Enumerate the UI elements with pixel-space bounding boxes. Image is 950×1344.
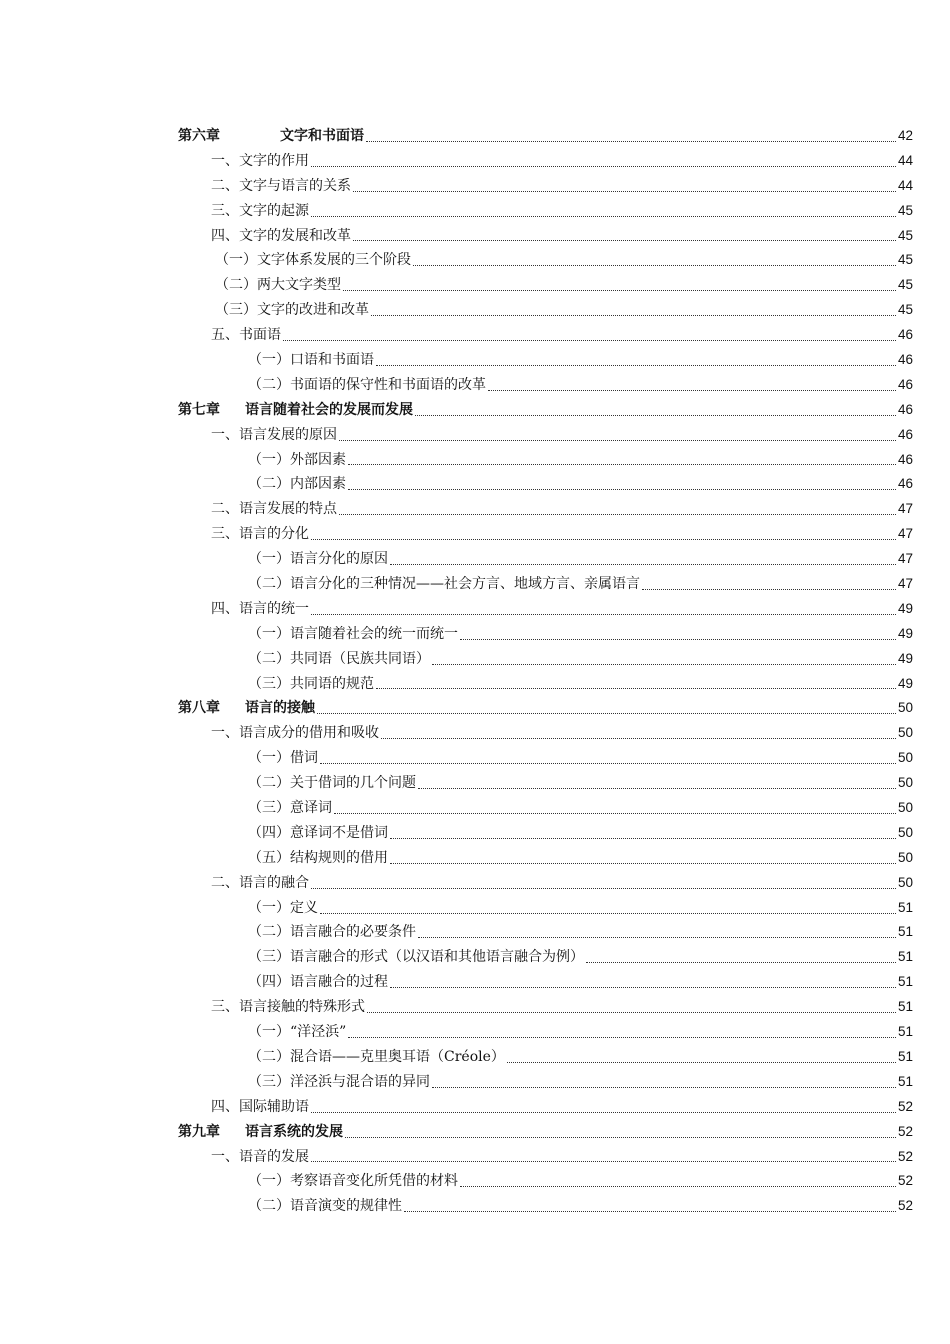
toc-page-number: 46	[897, 352, 913, 367]
toc-entry[interactable]	[178, 572, 913, 597]
dot-leader	[390, 838, 896, 839]
toc-page-number: 46	[897, 327, 913, 343]
toc-page-number: 51	[897, 974, 913, 990]
toc-page-number: 46	[897, 476, 913, 492]
dot-leader	[418, 937, 896, 938]
toc-page-number: 45	[897, 252, 913, 268]
toc-entry[interactable]	[178, 373, 913, 398]
dot-leader	[376, 688, 896, 689]
chapter-number: 第八章	[178, 700, 220, 717]
toc-page-number: 52	[897, 1098, 913, 1114]
dot-leader	[311, 614, 896, 615]
toc-entry[interactable]	[178, 1145, 913, 1170]
toc-entry[interactable]	[178, 622, 913, 647]
toc-page-number: 47	[897, 551, 913, 567]
toc-entry[interactable]	[178, 1169, 913, 1194]
dot-leader	[460, 1186, 896, 1187]
dot-leader	[348, 1037, 896, 1038]
toc-entry[interactable]	[178, 199, 913, 224]
dot-leader	[381, 738, 896, 739]
toc-entry[interactable]	[178, 672, 913, 697]
toc-page-number: 45	[897, 202, 913, 218]
toc-entry[interactable]	[178, 945, 913, 970]
toc-page-number: 50	[897, 874, 913, 890]
toc-page-number: 50	[897, 725, 913, 741]
dot-leader	[418, 788, 896, 789]
dot-leader	[348, 489, 896, 490]
toc-entry-title: （一）借词	[248, 750, 318, 767]
toc-page-number: 51	[897, 1024, 913, 1040]
toc-entry[interactable]	[178, 448, 913, 473]
dot-leader	[390, 987, 896, 988]
toc-page-number: 51	[897, 1048, 913, 1064]
dot-leader	[366, 141, 896, 142]
dot-leader	[283, 340, 896, 341]
toc-entry-title: （一）文字体系发展的三个阶段	[215, 252, 411, 269]
toc-page-number: 52	[897, 1148, 913, 1164]
dot-leader	[317, 713, 896, 714]
toc-entry-title: （一）考察语音变化所凭借的材料	[248, 1173, 458, 1190]
dot-leader	[413, 265, 896, 266]
toc-entry-title: （二）语音演变的规律性	[248, 1198, 402, 1215]
toc-page-number: 45	[897, 302, 913, 318]
toc-entry-title: 二、语言的融合	[211, 874, 309, 891]
dot-leader	[390, 564, 896, 565]
dot-leader	[334, 813, 896, 814]
toc-entry[interactable]	[178, 174, 913, 199]
dot-leader	[353, 191, 896, 192]
toc-entry[interactable]	[178, 1095, 913, 1120]
toc-entry-title: 二、文字与语言的关系	[211, 177, 351, 194]
toc-entry[interactable]	[178, 323, 913, 348]
toc-entry-title: （四）语言融合的过程	[248, 974, 388, 991]
toc-entry-title: 四、文字的发展和改革	[211, 227, 351, 244]
toc-page-number: 50	[897, 824, 913, 840]
toc-page-number: 49	[897, 600, 913, 616]
toc-entry[interactable]	[178, 547, 913, 572]
toc-entry[interactable]	[178, 597, 913, 622]
toc-page-number: 50	[897, 775, 913, 791]
dot-leader	[376, 365, 896, 366]
toc-page-number: 46	[897, 376, 913, 392]
dot-leader	[460, 639, 896, 640]
toc-entry[interactable]	[178, 647, 913, 672]
dot-leader	[320, 913, 896, 914]
dot-leader	[390, 863, 896, 864]
toc-page-number: 45	[897, 277, 913, 293]
toc-entry-title: 三、文字的起源	[211, 202, 309, 219]
toc-entry-title: 一、语言成分的借用和吸收	[211, 725, 379, 742]
toc-entry[interactable]	[178, 224, 913, 249]
dot-leader	[488, 390, 896, 391]
dot-leader	[507, 1062, 896, 1063]
toc-entry[interactable]	[178, 970, 913, 995]
toc-page-number: 52	[897, 1123, 913, 1139]
toc-entry-title: 一、语言发展的原因	[211, 426, 337, 443]
toc-entry-title: （三）文字的改进和改革	[215, 302, 369, 319]
dot-leader	[348, 464, 896, 465]
toc-entry-title: （二）语言分化的三种情况——社会方言、地域方言、亲属语言	[248, 576, 640, 593]
toc-entry-title: （三）意译词	[248, 800, 332, 817]
toc-entry-title: （二）语言融合的必要条件	[248, 924, 416, 941]
toc-page-number: 51	[897, 924, 913, 940]
toc-entry[interactable]	[178, 1194, 913, 1219]
toc-page-number: 44	[897, 152, 913, 168]
toc-entry-title: 文字和书面语	[280, 127, 364, 144]
toc-entry[interactable]	[178, 1045, 913, 1070]
toc-entry[interactable]	[178, 771, 913, 796]
toc-chapter-entry[interactable]	[178, 696, 913, 721]
toc-entry[interactable]	[178, 995, 913, 1020]
toc-entry[interactable]	[178, 721, 913, 746]
toc-page-number: 51	[897, 999, 913, 1015]
toc-entry[interactable]	[178, 746, 913, 771]
toc-entry-title: （二）共同语（民族共同语）	[248, 650, 430, 667]
toc-page-number: 42	[897, 127, 913, 143]
toc-entry[interactable]	[178, 846, 913, 871]
toc-page-number: 51	[897, 1073, 913, 1089]
toc-entry[interactable]	[178, 821, 913, 846]
toc-page-number: 49	[897, 675, 913, 691]
toc-entry-title: （四）意译词不是借词	[248, 824, 388, 841]
toc-entry-title: （五）结构规则的借用	[248, 849, 388, 866]
chapter-number: 第六章	[178, 127, 220, 144]
toc-chapter-entry[interactable]	[178, 398, 913, 423]
toc-page-number: 47	[897, 526, 913, 542]
toc-entry-title: 四、语言的统一	[211, 600, 309, 617]
toc-entry-title: 二、语言发展的特点	[211, 501, 337, 518]
toc-page-number: 45	[897, 227, 913, 243]
dot-leader	[339, 440, 896, 441]
dot-leader	[415, 415, 896, 416]
toc-entry[interactable]	[178, 472, 913, 497]
toc-entry[interactable]	[178, 273, 913, 298]
toc-entry-title: 一、语音的发展	[211, 1148, 309, 1165]
toc-chapter-entry[interactable]	[178, 1120, 913, 1145]
dot-leader	[311, 539, 896, 540]
toc-entry-title: 三、语言接触的特殊形式	[211, 999, 365, 1016]
toc-page-number: 47	[897, 576, 913, 592]
toc-entry[interactable]	[178, 298, 913, 323]
toc-entry[interactable]	[178, 497, 913, 522]
dot-leader	[404, 1211, 896, 1212]
dot-leader	[345, 1137, 896, 1138]
table-of-contents	[178, 124, 913, 1219]
toc-entry-title: （一）口语和书面语	[248, 352, 374, 368]
toc-page-number: 50	[897, 700, 913, 716]
toc-entry-title: （二）两大文字类型	[215, 277, 341, 294]
dot-leader	[642, 589, 896, 590]
toc-entry[interactable]	[178, 921, 913, 946]
dot-leader	[367, 1012, 896, 1013]
toc-page-number: 52	[897, 1173, 913, 1189]
dot-leader	[311, 1112, 896, 1113]
toc-entry[interactable]	[178, 423, 913, 448]
dot-leader	[311, 216, 896, 217]
toc-entry[interactable]	[178, 149, 913, 174]
toc-entry-title: 语言随着社会的发展而发展	[245, 401, 413, 418]
toc-chapter-entry[interactable]	[178, 124, 913, 149]
toc-entry[interactable]	[178, 796, 913, 821]
toc-entry-title: （二）关于借词的几个问题	[248, 775, 416, 792]
dot-leader	[586, 962, 896, 963]
toc-entry[interactable]	[178, 896, 913, 921]
toc-page-number: 50	[897, 800, 913, 816]
dot-leader	[343, 290, 896, 291]
dot-leader	[353, 240, 896, 241]
toc-entry-title: （一）外部因素	[248, 451, 346, 468]
toc-entry-title: （二）混合语——克里奥耳语（Créole）	[248, 1048, 505, 1065]
dot-leader	[320, 763, 896, 764]
toc-page-number: 46	[897, 426, 913, 442]
toc-page-number: 47	[897, 501, 913, 517]
toc-entry-title: （一）定义	[248, 899, 318, 916]
toc-entry[interactable]	[178, 1070, 913, 1095]
toc-entry-title: （二）内部因素	[248, 476, 346, 493]
toc-entry-title: （三）共同语的规范	[248, 675, 374, 692]
toc-entry-title: 四、国际辅助语	[211, 1098, 309, 1115]
toc-entry-title: （三）语言融合的形式（以汉语和其他语言融合为例）	[248, 949, 584, 966]
toc-entry[interactable]	[178, 522, 913, 547]
toc-page-number: 49	[897, 625, 913, 641]
dot-leader	[432, 1087, 896, 1088]
dot-leader	[371, 315, 896, 316]
toc-entry-title: 三、语言的分化	[211, 526, 309, 543]
toc-entry-title: 五、书面语	[211, 327, 281, 344]
toc-page-number: 50	[897, 849, 913, 865]
dot-leader	[311, 166, 896, 167]
dot-leader	[311, 1161, 896, 1162]
chapter-number: 第九章	[178, 1123, 220, 1140]
toc-entry-title: （一）“洋泾浜”	[248, 1024, 347, 1041]
dot-leader	[311, 888, 896, 889]
toc-page-number: 50	[897, 750, 913, 766]
dot-leader	[432, 664, 896, 665]
toc-entry-title: 语言系统的发展	[245, 1123, 343, 1140]
toc-entry[interactable]	[178, 871, 913, 896]
toc-page-number: 49	[897, 650, 913, 666]
toc-entry-title: （二）书面语的保守性和书面语的改革	[248, 376, 486, 393]
toc-page-number: 46	[897, 401, 913, 417]
toc-page-number: 44	[897, 177, 913, 193]
toc-entry[interactable]	[178, 348, 913, 373]
toc-page-number: 52	[897, 1198, 913, 1214]
toc-entry[interactable]	[178, 248, 913, 273]
toc-entry-title: （一）语言分化的原因	[248, 551, 388, 568]
toc-entry-title: （三）洋泾浜与混合语的异同	[248, 1073, 430, 1090]
chapter-number: 第七章	[178, 401, 220, 418]
toc-entry-title: 一、文字的作用	[211, 152, 309, 169]
dot-leader	[339, 514, 896, 515]
toc-page-number: 51	[897, 949, 913, 965]
toc-entry-title: 语言的接触	[245, 700, 315, 717]
toc-entry[interactable]	[178, 1020, 913, 1045]
toc-page-number: 46	[897, 451, 913, 467]
toc-page-number: 51	[897, 899, 913, 915]
toc-entry-title: （一）语言随着社会的统一而统一	[248, 625, 458, 642]
